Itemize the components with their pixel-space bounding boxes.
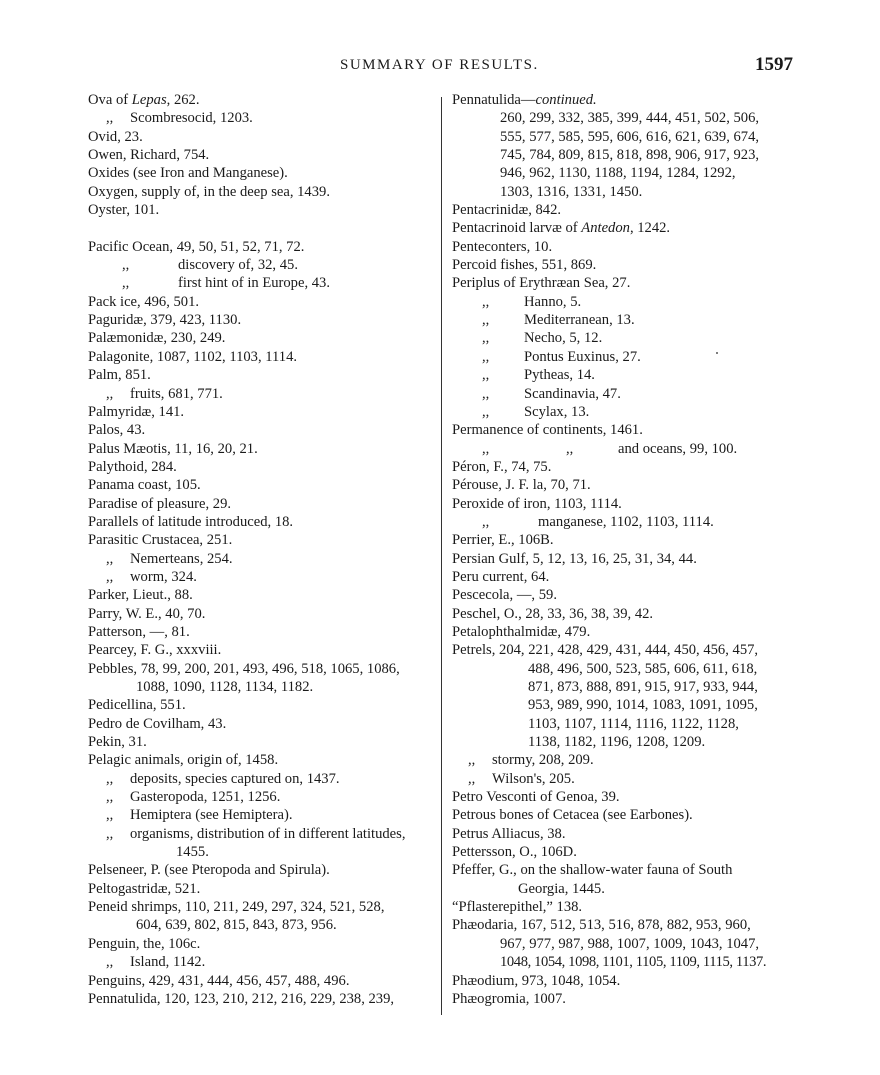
index-entry: Pérouse, J. F. la, 70, 71. [452, 477, 591, 494]
index-entry: Pacific Ocean, 49, 50, 51, 52, 71, 72. [88, 238, 305, 255]
index-entry: Pelseneer, P. (see Pteropoda and Spirula). [88, 862, 330, 879]
index-entry: Peru current, 64. [452, 568, 550, 585]
index-subentry: ,, Hemiptera (see Hemiptera). [106, 807, 293, 824]
index-entry: Paguridæ, 379, 423, 1130. [88, 312, 242, 329]
index-entry: Pedicellina, 551. [88, 697, 186, 714]
section-gap [88, 219, 433, 237]
index-continuation: 1088, 1090, 1128, 1134, 1182. [136, 679, 314, 695]
index-subentry: ,, first hint of in Europe, 43. [122, 275, 330, 292]
index-entry: Pettersson, O., 106D. [452, 844, 577, 861]
index-continuation: 604, 639, 802, 815, 843, 873, 956. [136, 917, 337, 934]
index-entry: Palmyridæ, 141. [88, 403, 185, 420]
index-subentry: ,, Scandinavia, 47. [482, 385, 621, 402]
index-entry: Phæodium, 973, 1048, 1054. [452, 972, 621, 989]
index-entry: Parallels of latitude introduced, 18. [88, 513, 294, 530]
index-entry: Pennatulida, 120, 123, 210, 212, 216, 229, 238, 239, [88, 990, 395, 1007]
index-entry: Oyster, 101. [88, 202, 160, 219]
index-entry: Petalophthalmidæ, 479. [452, 623, 591, 640]
index-entry: Palus Mæotis, 11, 16, 20, 21. [88, 440, 258, 457]
index-entry: Perrier, E., 106B. [452, 532, 554, 549]
index-entry: Palæmonidæ, 230, 249. [88, 330, 226, 347]
index-entry: Pelagic animals, origin of, 1458. [88, 752, 279, 769]
index-entry: Patterson, —, 81. [88, 623, 190, 640]
index-subentry: ,, manganese, 1102, 1103, 1114. [482, 513, 714, 530]
index-continuation: 946, 962, 1130, 1188, 1194, 1284, 1292, [500, 165, 736, 182]
index-entry: Pack ice, 496, 501. [88, 293, 200, 310]
index-subentry: ,, Wilson's, 205. [468, 770, 575, 787]
index-subentry: ,, Pytheas, 14. [482, 367, 595, 384]
index-continuation: 555, 577, 585, 595, 606, 616, 621, 639, 674, [500, 128, 760, 145]
index-entry: Owen, Richard, 754. [88, 147, 210, 164]
index-entry: Peltogastridæ, 521. [88, 880, 201, 897]
index-entry: Parasitic Crustacea, 251. [88, 532, 233, 549]
index-subentry: ,, Island, 1142. [106, 954, 206, 971]
index-entry: Petro Vesconti of Genoa, 39. [452, 789, 620, 806]
index-entry: Panama coast, 105. [88, 477, 201, 494]
index-entry: Palagonite, 1087, 1102, 1103, 1114. [88, 348, 298, 365]
index-subentry: ,, Gasteropoda, 1251, 1256. [106, 789, 281, 806]
index-entry: Penguins, 429, 431, 444, 456, 457, 488, 496. [88, 972, 350, 989]
index-entry: Petrels, 204, 221, 428, 429, 431, 444, 450, 456, 457, [452, 642, 759, 659]
index-entry: Phæodaria, 167, 512, 513, 516, 878, 882, 953, 960, [452, 917, 751, 934]
index-column-right [452, 91, 797, 1008]
index-entry: Petrus Alliacus, 38. [452, 825, 566, 842]
index-continuation: 1455. [176, 844, 209, 861]
index-entry: Pentacrinidæ, 842. [452, 202, 562, 219]
index-subentry: ,, Nemerteans, 254. [106, 550, 233, 567]
index-subentry: ,, fruits, 681, 771. [106, 385, 223, 402]
index-entry: Persian Gulf, 5, 12, 13, 16, 25, 31, 34, 44. [452, 550, 697, 567]
index-subentry: ,, worm, 324. [106, 568, 197, 585]
index-entry: Pennatulida—continued. [452, 92, 597, 108]
index-entry: Pearcey, F. G., xxxviii. [88, 642, 222, 659]
index-entry: Peschel, O., 28, 33, 36, 38, 39, 42. [452, 605, 654, 622]
index-continuation: 488, 496, 500, 523, 585, 606, 611, 618, [528, 660, 758, 677]
index-entry: “Pflasterepithel,” 138. [452, 899, 583, 916]
index-entry: Pedro de Covilham, 43. [88, 715, 227, 732]
index-subentry: ,, Pontus Euxinus, 27. [482, 348, 641, 365]
index-entry: Pekin, 31. [88, 734, 147, 751]
index-entry: Permanence of continents, 1461. [452, 422, 643, 439]
index-entry: Penteconters, 10. [452, 238, 553, 255]
running-title: SUMMARY OF RESULTS. [340, 57, 539, 73]
index-continuation: 745, 784, 809, 815, 818, 898, 906, 917, 923, [500, 147, 760, 164]
index-entry: Oxides (see Iron and Manganese). [88, 165, 288, 182]
index-subentry: ,, discovery of, 32, 45. [122, 257, 298, 274]
index-entry: Pfeffer, G., on the shallow-water fauna of South [452, 862, 733, 879]
index-entry: Peneid shrimps, 110, 211, 249, 297, 324, 521, 528, [88, 899, 385, 916]
index-entry: Palythoid, 284. [88, 458, 177, 475]
index-subentry: ,, Hanno, 5. [482, 293, 582, 310]
index-continuation: 1138, 1182, 1196, 1208, 1209. [528, 734, 706, 751]
index-continuation: 953, 989, 990, 1014, 1083, 1091, 1095, [528, 697, 758, 714]
index-entry: Paradise of pleasure, 29. [88, 495, 232, 512]
index-subentry: ,, Scombresocid, 1203. [106, 110, 253, 127]
index-entry: Oxygen, supply of, in the deep sea, 1439. [88, 183, 330, 200]
index-continuation: 1303, 1316, 1331, 1450. [500, 183, 643, 200]
index-column-left [88, 91, 433, 1008]
index-subentry: ,, stormy, 208, 209. [468, 752, 594, 769]
index-subentry: ,, deposits, species captured on, 1437. [106, 770, 340, 787]
index-entry: Petrous bones of Cetacea (see Earbones). [452, 807, 693, 824]
index-subentry: ,, Mediterranean, 13. [482, 312, 635, 329]
page-header [0, 54, 880, 81]
index-continuation: 260, 299, 332, 385, 399, 444, 451, 502, 506, [500, 110, 760, 127]
index-continuation: Georgia, 1445. [518, 880, 605, 897]
index-entry: Percoid fishes, 551, 869. [452, 257, 597, 274]
index-entry: Peroxide of iron, 1103, 1114. [452, 495, 622, 512]
index-entry: Penguin, the, 106c. [88, 935, 201, 952]
index-subentry: ,, ,, and oceans, 99, 100. [482, 440, 738, 457]
index-entry: Palm, 851. [88, 367, 151, 384]
index-continuation: 967, 977, 987, 988, 1007, 1009, 1043, 1047, [500, 935, 760, 952]
index-entry: Parry, W. E., 40, 70. [88, 605, 206, 622]
column-divider [441, 97, 442, 1015]
index-entry: Péron, F., 74, 75. [452, 458, 552, 475]
index-entry: Pentacrinoid larvæ of Antedon, 1242. [452, 220, 671, 237]
page-number: 1597 [755, 54, 793, 75]
index-entry: Periplus of Erythræan Sea, 27. [452, 275, 631, 292]
index-entry: Ovid, 23. [88, 128, 143, 145]
index-entry: Ova of Lepas, 262. [88, 92, 200, 108]
index-continuation: 1103, 1107, 1114, 1116, 1122, 1128, [528, 715, 739, 732]
index-subentry: ,, organisms, distribution of in different latitudes, [106, 825, 406, 842]
index-continuation: 871, 873, 888, 891, 915, 917, 933, 944, [528, 679, 758, 695]
index-entry: Phæogromia, 1007. [452, 990, 566, 1007]
index-entry: Pescecola, —, 59. [452, 587, 557, 604]
index-entry: Pebbles, 78, 99, 200, 201, 493, 496, 518, 1065, 1086, [88, 660, 400, 677]
index-entry: Parker, Lieut., 88. [88, 587, 193, 604]
index-entry: Palos, 43. [88, 422, 146, 439]
index-continuation: 1048, 1054, 1098, 1101, 1105, 1109, 1115, 1137. [500, 954, 767, 971]
index-subentry: ,, Necho, 5, 12. [482, 330, 603, 347]
index-subentry: ,, Scylax, 13. [482, 403, 590, 420]
